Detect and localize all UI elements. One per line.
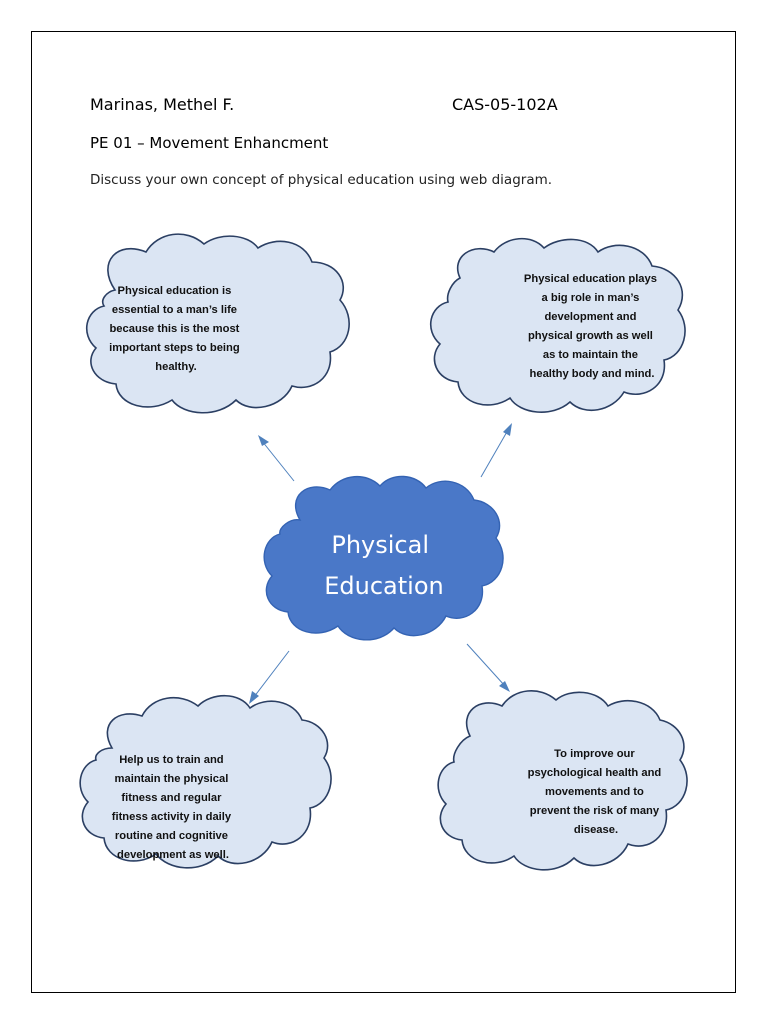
text-line: development and <box>544 311 637 323</box>
text-line: as to maintain the <box>542 349 639 361</box>
text-line: fitness activity in daily <box>111 811 232 823</box>
arrowhead-top-left <box>258 435 269 446</box>
text-line: because this is the most <box>109 323 240 335</box>
cloud-bottom-right <box>438 691 687 870</box>
text-line: fitness and regular <box>121 792 222 804</box>
text-line: To improve our <box>554 748 635 760</box>
arrow-to-bottom-right <box>467 644 505 686</box>
text-line: Physical education plays <box>523 273 657 285</box>
text-line: essential to a man’s life <box>111 304 238 316</box>
text-line: prevent the risk of many <box>529 805 660 817</box>
text-line: Help us to train and <box>119 754 224 766</box>
text-line: a big role in man’s <box>541 292 640 304</box>
text-line: movements and to <box>545 786 644 798</box>
arrow-to-top-left <box>262 441 294 481</box>
text-line: maintain the physical <box>114 773 229 785</box>
text-line: routine and cognitive <box>114 830 229 842</box>
arrow-to-top-right <box>481 430 508 477</box>
arrow-to-bottom-left <box>254 651 289 697</box>
course-title: PE 01 – Movement Enhancment <box>90 134 329 152</box>
arrowhead-bottom-right <box>499 681 510 692</box>
text-line: Physical education is <box>117 285 232 297</box>
student-name: Marinas, Methel F. <box>90 95 235 114</box>
center-label-line: Physical <box>331 531 429 559</box>
assignment-prompt: Discuss your own concept of physical education using web diagram. <box>90 172 553 188</box>
arrowhead-top-right <box>503 423 512 436</box>
text-line: healthy. <box>155 361 197 373</box>
text-line: healthy body and mind. <box>529 368 655 380</box>
center-label-line: Education <box>324 572 444 600</box>
text-line: disease. <box>573 824 619 836</box>
cloud-top-right <box>431 239 685 413</box>
section-code: CAS-05-102A <box>452 95 558 114</box>
text-line: development as well. <box>117 849 229 861</box>
text-line: important steps to being <box>109 342 240 354</box>
text-line: psychological health and <box>527 767 662 779</box>
text-line: physical growth as well <box>527 330 653 342</box>
